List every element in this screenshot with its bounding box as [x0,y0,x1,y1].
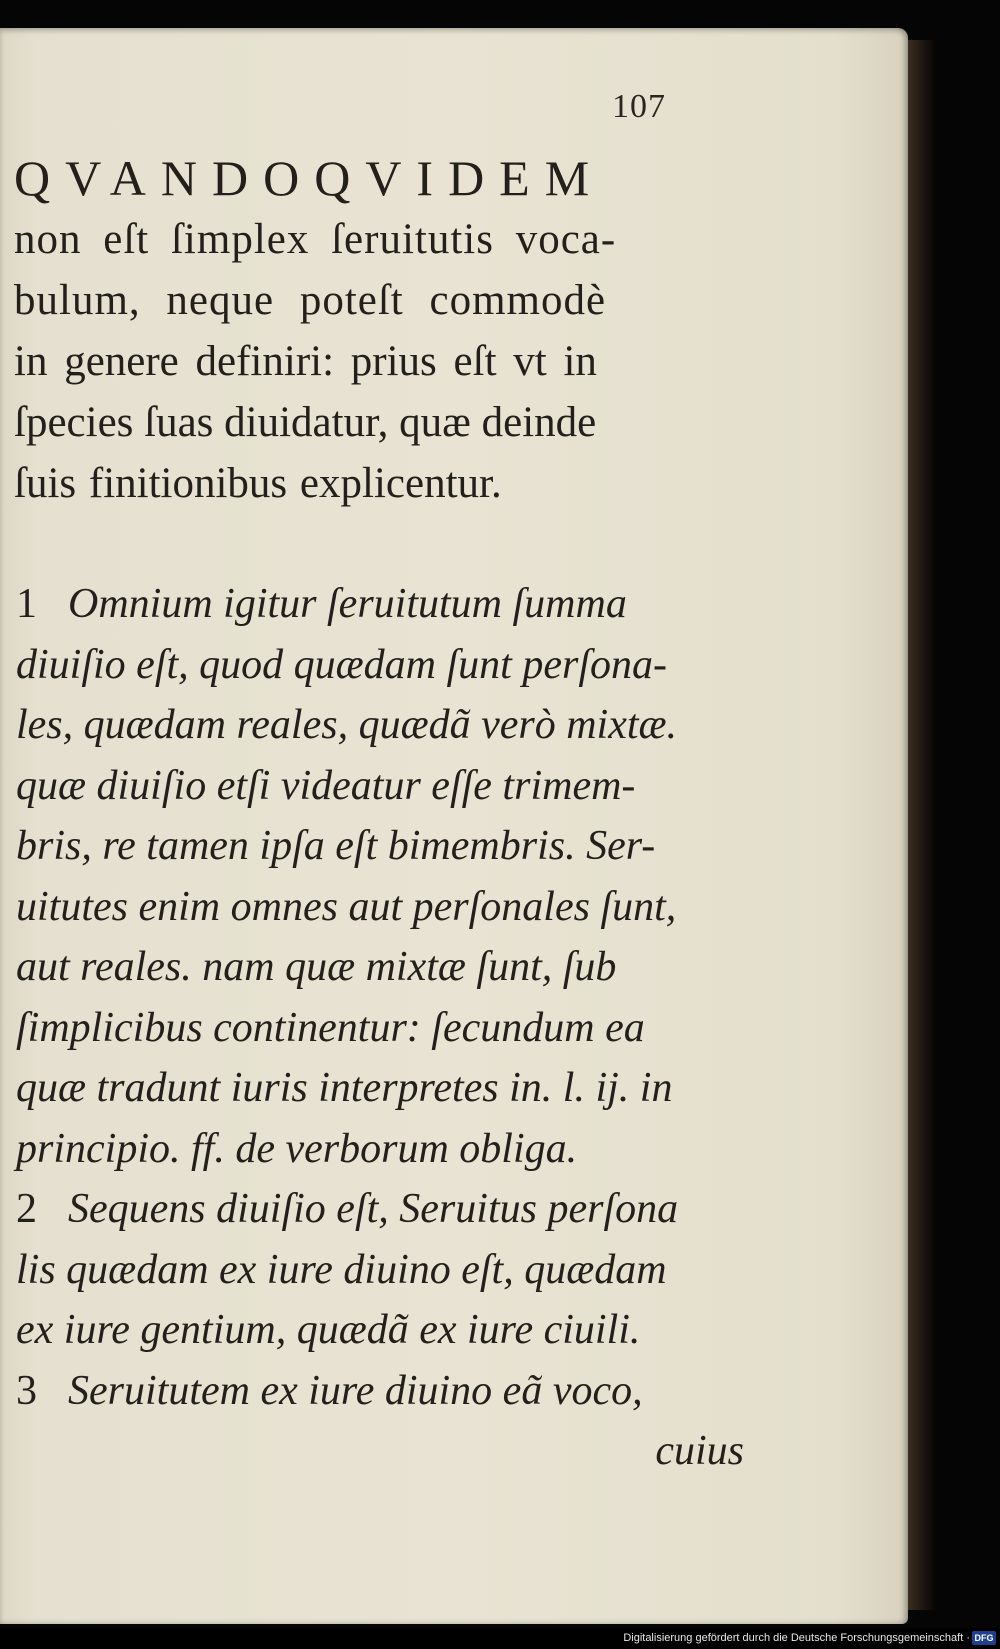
body-line [16,1119,736,1180]
body-line [16,756,736,817]
body-line [16,695,736,756]
intro-line-4: in genere definiri: prius eſt vt in [14,338,597,385]
body-line-text: Sequens diuiſio eſt, Seruitus perſona [68,1186,679,1232]
body-line [16,816,736,877]
body-line [16,574,736,635]
body-line-text: principio. ff. de verborum obliga. [16,1125,578,1172]
intro-line-3: bulum, neque poteſt commodè [14,277,607,324]
body-text [16,574,744,1482]
body-line [16,635,736,696]
book-page [0,28,908,1624]
paragraph-number: 2 [16,1186,37,1232]
body-line-text: les, quædam reales, quædã verò mixtæ. [16,702,678,748]
body-line-text: diuiſio eſt, quod quædam ſunt perſona- [16,641,667,688]
catchword: cuius [655,1428,744,1474]
intro-paragraph [14,148,714,514]
body-line [16,1240,736,1301]
body-line-text: aut reales. nam quæ mixtæ ſunt, ſub [16,944,617,990]
body-line-text: Seruitutem ex iure diuino eã voco, [68,1367,643,1414]
footer-credit: Digitalisierung gefördert durch die Deutsche Forschungsgemeinschaft · [623,1632,970,1644]
paragraph-number: 3 [16,1367,37,1414]
body-line-text: lis quædam ex iure diuino eſt, quædam [16,1246,667,1293]
page-number: 107 [612,88,666,125]
body-line-text: uitutes enim omnes aut perſonales ſunt, [16,883,677,930]
body-line-text: ex iure gentium, quædã ex iure ciuili. [16,1307,641,1353]
body-line-text: ſimplicibus continentur: ſecundum ea [16,1004,645,1051]
body-line-text: quæ diuiſio etſi videatur eſſe trimem- [16,762,636,809]
intro-line-6: ſuis finitionibus explicentur. [14,460,502,507]
body-line-text: Omnium igitur ſeruitutum ſumma [68,581,627,627]
body-line [16,877,736,938]
intro-line-5: ſpecies ſuas diuidatur, quæ deinde [14,399,597,446]
page-edge-shadow [908,40,936,1610]
body-line-text: quæ tradunt iuris interpretes in. l. ij. in [16,1065,673,1111]
body-line [16,937,736,998]
body-line-text: bris, re tamen ipſa eſt bimembris. Ser- [16,823,656,869]
body-line [16,998,736,1059]
intro-line-1: QVANDOQVIDEM [14,150,605,206]
body-line [16,1179,736,1240]
dfg-logo-icon: DFG [972,1631,996,1645]
intro-line-2: non eſt ſimplex ſeruitutis voca- [14,216,617,263]
body-line [16,1058,736,1119]
body-line [16,1361,736,1422]
body-line [16,1300,736,1361]
paragraph-number: 1 [16,581,37,627]
